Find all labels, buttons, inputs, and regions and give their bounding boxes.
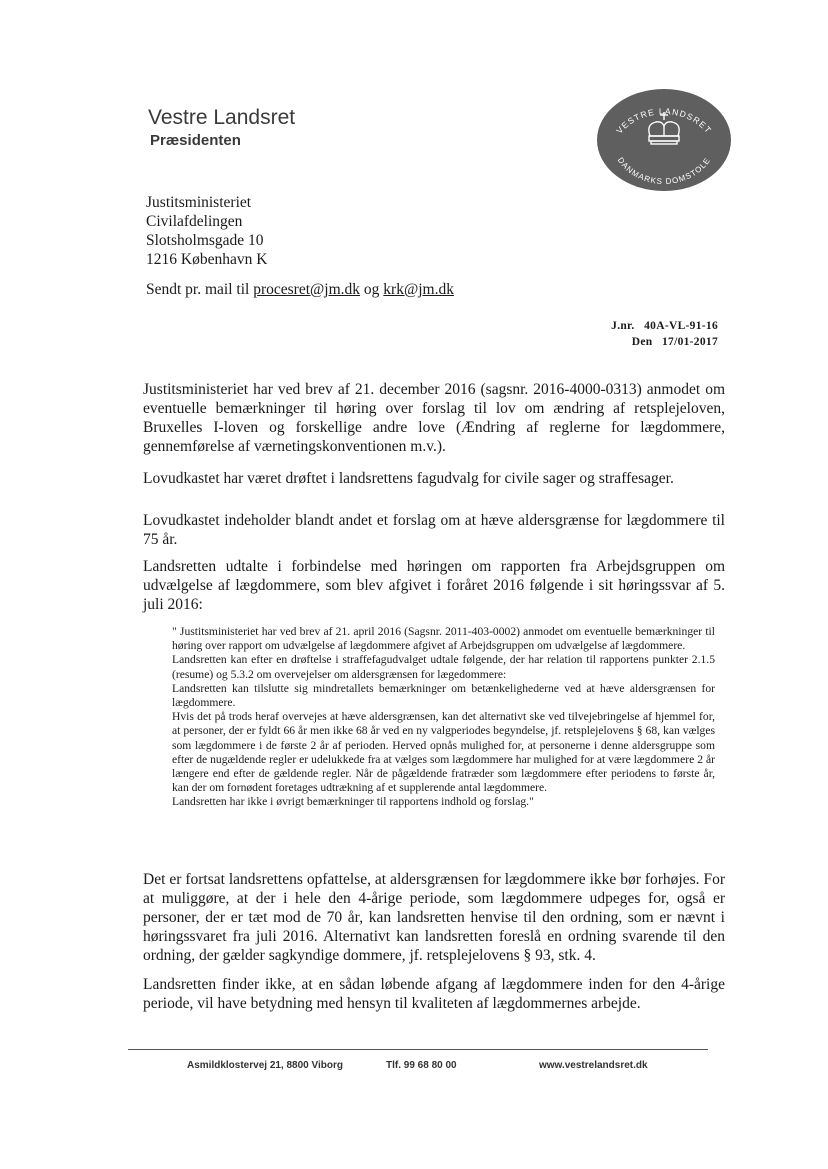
court-name: Vestre Landsret	[148, 106, 296, 129]
email-link-1[interactable]: procesret@jm.dk	[253, 281, 361, 298]
email-link-2[interactable]: krk@jm.dk	[383, 281, 454, 298]
letter-date-label: Den	[631, 336, 653, 348]
body-paragraph-1: Justitsministeriet har ved brev af 21. december 2016 (sagsnr. 2016-4000-0313) anmodet om eventuelle bemærkninger til høring over forslag til lov om ændring af retsplejeloven, Bruxelles I-loven og forskellige andre love (Ændring af reglerne for lægdommere, gennemførelse af værnetingskonventionen m.v.).	[143, 381, 725, 455]
quote-paragraph-5: Landsretten har ikke i øvrigt bemærkninger til rapportens indhold og forslag."	[172, 795, 534, 809]
body-paragraph-6: Landsretten finder ikke, at en sådan løbende afgang af lægdommere inden for den 4-årige periode, vil have betydning med hensyn til kvaliteten af lægdommernes arbejde.	[143, 976, 725, 1012]
journal-number	[611, 320, 718, 332]
recipient-line-3: Slotsholmsgade 10	[146, 232, 264, 249]
journal-number-label: J.nr.	[611, 320, 635, 332]
quote-paragraph-2: Landsretten kan efter en drøftelse i straffefagudvalget udtale følgende, der har relation til rapportens punkter 2.1.5 (resume) og 5.3.2 om overvejelser om aldersgrænsen for lægedommere:	[172, 653, 715, 681]
footer-website[interactable]: www.vestrelandsret.dk	[539, 1060, 648, 1071]
mail-line	[146, 281, 454, 299]
mail-middle: og	[360, 281, 384, 298]
recipient-line-4: 1216 København K	[146, 251, 268, 268]
seal-bottom-text: DANMARKS DOMSTOLE	[615, 155, 713, 187]
letter-date	[632, 336, 718, 348]
journal-number-value: 40A-VL-91-16	[644, 320, 718, 332]
body-paragraph-5: Det er fortsat landsrettens opfattelse, at aldersgrænsen for lægdommere ikke bør forhøjes. For at muliggøre, at der i hele den 4-årige periode, som lægdommere udpeges for, også er personer, der er tæt mod de 70 år, kan landsretten henvise til den ordning, som er nævnt i høringssvaret fra juli 2016. Alternativt kan landsretten foreslå en ordning svarende til den ordning, der gælder sagkyndige dommere, jf. retsplejelovens § 93, stk. 4.	[143, 871, 725, 964]
quote-paragraph-3: Landsretten kan tilslutte sig mindretallets bemærkninger om betænkelighederne ved at hæve aldersgrænsen for lægdommere.	[172, 681, 715, 710]
footer-divider	[128, 1049, 708, 1050]
quote-paragraph-1: " Justitsministeriet har ved brev af 21. april 2016 (Sagsnr. 2011-403-0002) anmodet om eventuelle bemærkninger til høring over rapport om udvælgelse af lægdommere afgivet af Arbejdsgruppen om udvælgelse af lægdommere.	[172, 625, 715, 653]
quote-paragraph-4: Hvis det på trods heraf overvejes at hæve aldersgrænsen, kan det alternativt ske ved tilvejebringelse af hjemmel for, at personer, der er fyldt 66 år men ikke 68 år ved en ny valgperiodes begyndelse, jf. retsplejelovens § 68, kan vælges som lægdommere i de første 2 år af perioden. Herved opnås mulighed for, at personerne i denne aldersgruppe som efter de nugældende regler er udelukkede fra at vælges som lægdommere har mulighed for at være lægdommere 2 år længere end efter de gældende regler. Når de pågældende fratræder som lægdommere efter periodens to første år, kan der om fornødent foretages udtrækning af et supplerende antal lægdommere.	[172, 710, 715, 795]
recipient-line-1: Justitsministeriet	[146, 194, 252, 211]
body-paragraph-4: Landsretten udtalte i forbindelse med høringen om rapporten fra Arbejdsgruppen om udvælgelse af lægdommere, som blev afgivet i foråret 2016 følgende i sit høringssvar af 5. juli 2016:	[143, 558, 725, 613]
footer-phone: Tlf. 99 68 80 00	[386, 1060, 457, 1071]
court-seal	[596, 88, 732, 192]
recipient-line-2: Civilafdelingen	[146, 213, 243, 230]
footer-address: Asmildklostervej 21, 8800 Viborg	[187, 1060, 344, 1071]
quoted-consultation-response	[172, 625, 715, 810]
body-paragraph-3: Lovudkastet indeholder blandt andet et forslag om at hæve aldersgrænse for lægdommere til 75 år.	[143, 512, 725, 548]
mail-prefix: Sendt pr. mail til	[146, 281, 254, 298]
seal-top-text: VESTRE LANDSRET	[614, 106, 714, 136]
court-subtitle: Præsidenten	[150, 132, 241, 149]
body-paragraph-2: Lovudkastet har været drøftet i landsrettens fagudvalg for civile sager og straffesager.	[143, 470, 674, 487]
letter-date-value: 17/01-2017	[661, 336, 718, 348]
